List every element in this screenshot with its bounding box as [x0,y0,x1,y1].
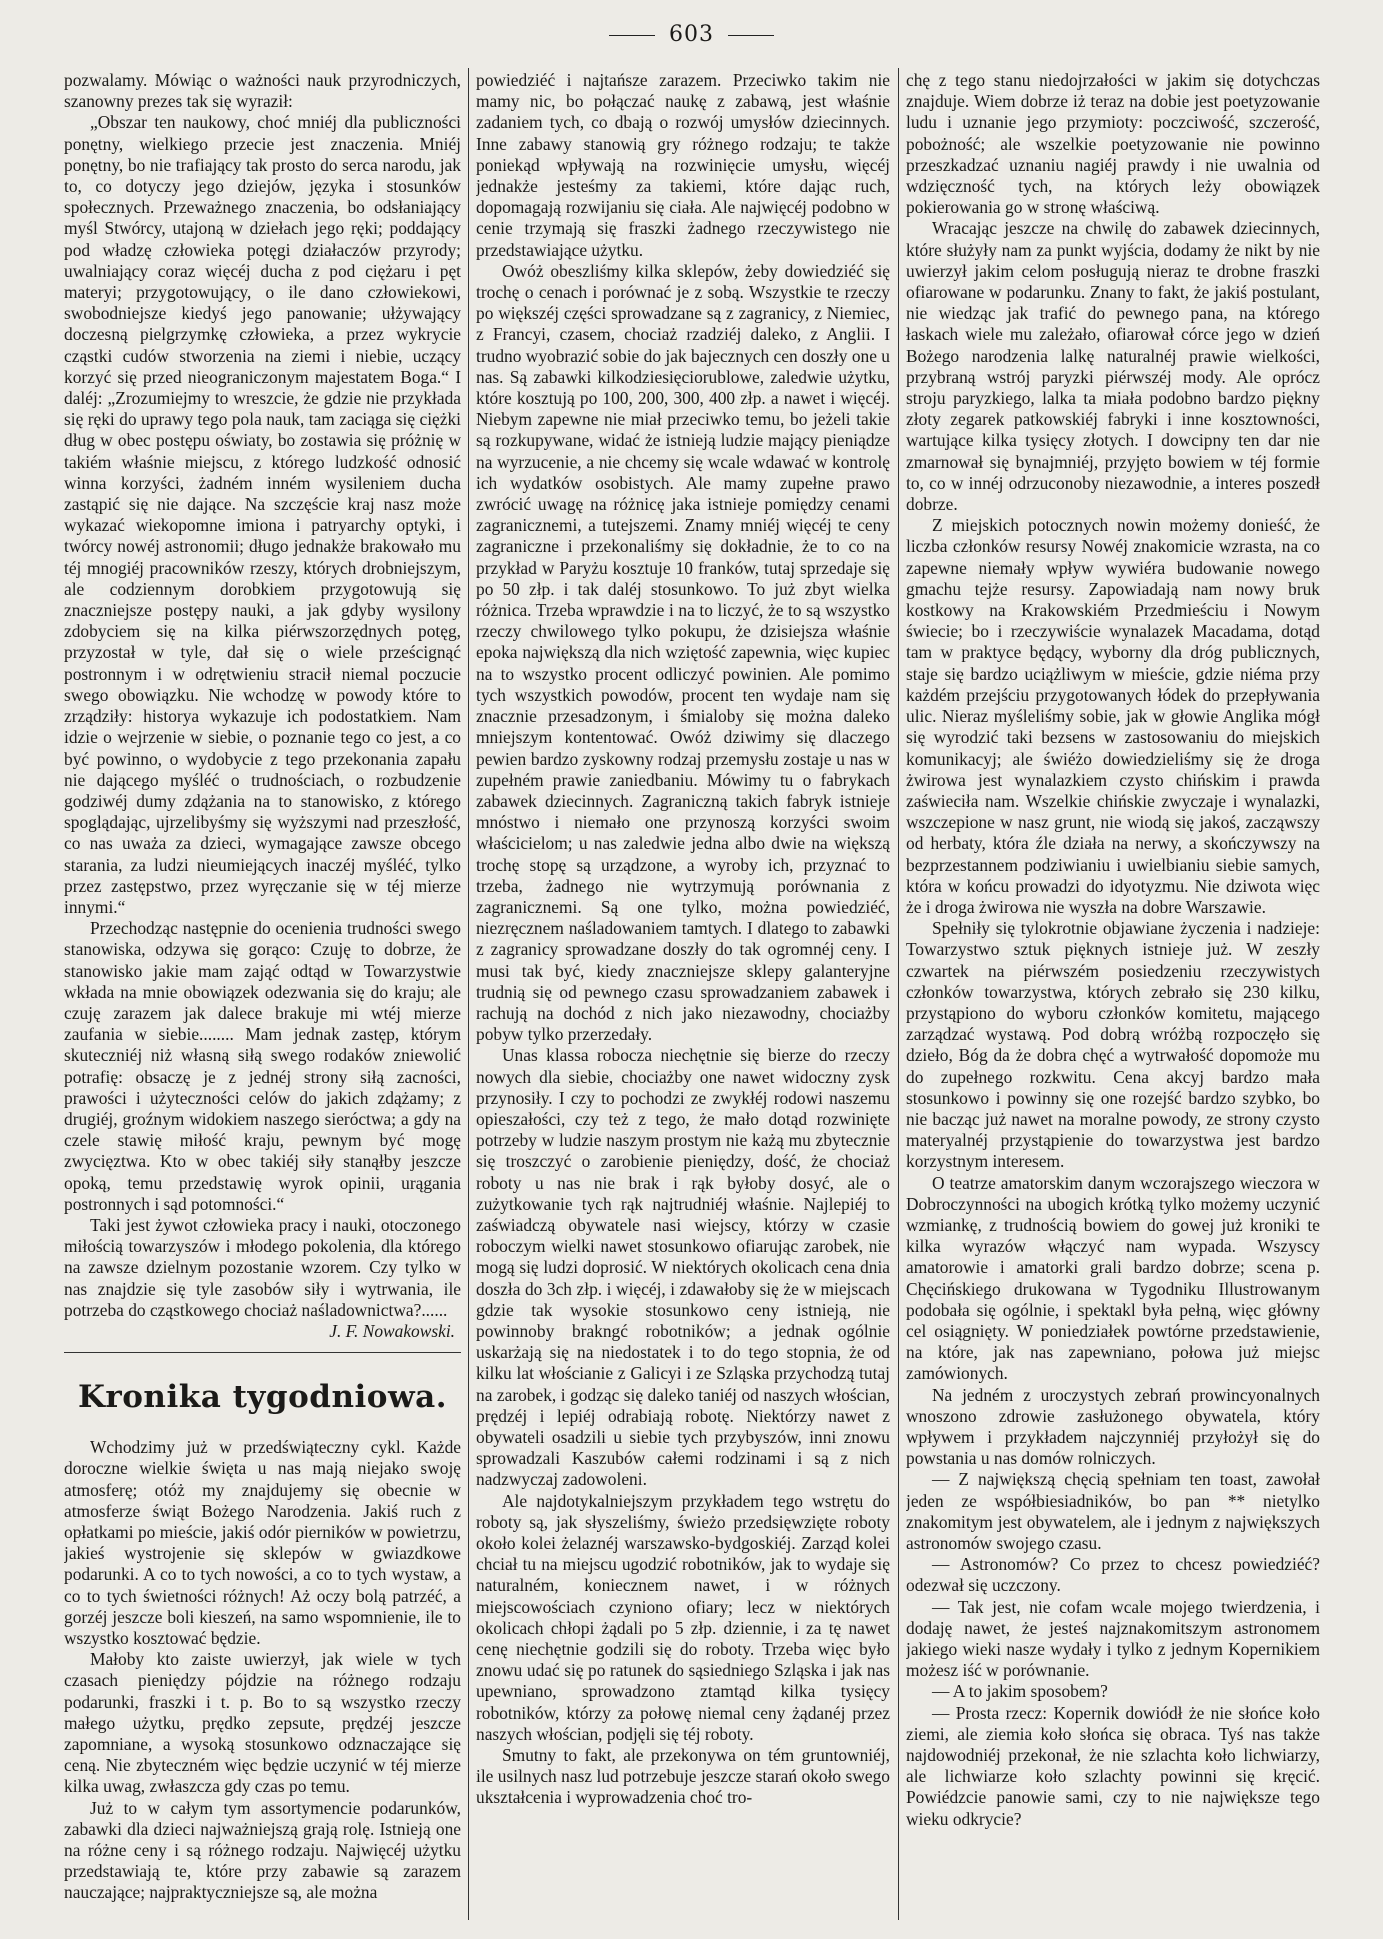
paragraph: Na jedném z uroczystych zebrań prowincyonalnych wnoszono zdrowie zasłużonego obywatela, który wpływem i przykładem najczynniéj przyłożył się do powstania u nas domów rolniczych. [906,1384,1320,1469]
section-heading: Kronika tygodniowa. [77,1379,448,1416]
paragraph: — Prosta rzecz: Kopernik dowiódł że nie słońce koło ziemi, ale ziemia koło słońca się obraca. Tyś nas także najdowodniéj przekonał, że nie szlachta koło lichwiarzy, ale lichwiarze koło szlachty powinni się kręcić. Powiédzcie panowie sami, czy to nie największe tego wieku odkrycie? [906,1702,1320,1829]
page-number [0,22,1383,47]
section-divider [64,1352,461,1353]
paragraph: Małoby kto zaiste uwierzył, jak wiele w tych czasach pieniędzy pójdzie na różnego rodzaju podarunki, fraszki i t. p. Bo to są wszystko rzeczy małego użytku, prędko zepsute, prędzéj jeszcze zapomniane, a wysoką stosunkowo odznaczające się ceną. Nie zbyteczném więc będzie uczynić w téj mierze kilka uwag, zwłaszcza gdy czas po temu. [64,1649,461,1797]
column-rule-right [898,68,899,1920]
paragraph: Smutny to fakt, ale przekonywa on tém gruntowniéj, ile usilnych nasz lud potrzebuje jeszcze starań około swego ukształcenia i wyprowadzenia choć tro- [476,1745,890,1808]
paragraph: — Tak jest, nie cofam wcale mojego twierdzenia, i dodaję nawet, że jesteś najznakomitszym astronomem jakiego wieki nasze wydały i tylko z jednym Kopernikiem możesz iść w porównanie. [906,1596,1320,1681]
paragraph: Taki jest żywot człowieka pracy i nauki, otoczonego miłością towarzyszów i młodego pokolenia, dla którego na zawsze dzielnym pozostanie wzorem. Czy tylko w nas znajdzie się tyle zasobów siły i wytrwania, ile potrzeba do cząstkowego chociaż naśladownictwa?...... [64,1214,461,1320]
paragraph: pozwalamy. Mówiąc o ważności nauk przyrodniczych, szanowny prezes tak się wyraził: [64,70,461,112]
column-middle [476,70,890,1918]
column-rule-left [468,68,469,1920]
paragraph: Przechodząc następnie do ocenienia trudności swego stanowiska, odzywa się gorąco: Czuję to dobrze, że stanowisko jakie mam zająć odtąd w Towarzystwie wkłada na mnie obowiązek odezwania się do kraju; ale czuję zarazem jak dalece brakuje mi wtéj mierze zaufania w siebie........ Mam jednak zastęp, którym skuteczniéj niż własną siłą swego rodaków zniewolić potrafię: obsaczę je z jednéj strony siłą zacności, prawości i użyteczności celów do jakich zdążamy; z drugiéj, groźnym widokiem naszego sieróctwa; a gdy na czele stawię miłość kraju, pewnym być mogę zwycięztwa. Kto w obec takiéj siły stanąłby jeszcze opoką, temu przedstawię wyrok opinii, urągania postronnych i sąd potomności.“ [64,918,461,1214]
paragraph: — A to jakim sposobem? [932,1681,1108,1702]
paragraph: O teatrze amatorskim danym wczorajszego wieczora w Dobroczynności na ubogich krótką tylko możemy uczynić wzmiankę, z trudnością bowiem do gowej już kroniki te kilka wyrazów włączyć nam wypada. Wszyscy amatorowie i amatorki grali bardzo dobrze; scena p. Chęcińskiego drukowana w Tygodniku Illustrowanym podobała się ogólnie, i spektakl była pełną, więc główny cel osiągnięty. W poniedziałek powtórne przedstawienie, na które, jak nas zapewniano, połowa już miejsc zamówionych. [906,1172,1320,1384]
paragraph: „Obszar ten naukowy, choć mniéj dla publiczności ponętny, wielkiego przecie jest znaczenia. Mniéj ponętny, bo nie trafiający tak prosto do serca narodu, jak to, co dotyczy jego dziejów, języka i stosunków społecznych. Przeważnego znaczenia, bo odsłaniający myśl Stwórcy, utajoną w dziełach jego ręki; poddający pod władzę człowieka potęgi działaczów przyrody; uwalniający coraz więcéj ducha z pod ciężaru i pęt materyi; przygotowujący, o ile dano człowiekowi, swobodniejsze kiedyś jego panowanie; ułżywający doczesną pielgrzymkę człowieka, a przez wykrycie cząstki cudów stworzenia na ziemi i niebie, uczący korzyć się przed nieograniczonym majestatem Boga.“ I daléj: „Zrozumiejmy to wreszcie, że gdzie nie przykłada się ręki do uprawy tego pola nauk, tam zaciąga się ciężki dług w obec postępu oświaty, bo zostawia się próżnię w takiém właśnie miejscu, z którego ludzkość odnosić winna korzyści, żadném inném wysileniem ducha zastąpić się nie dające. Na szczęście kraj nasz może wykazać wiekopomne imiona i patryarchy optyki, i twórcy nowéj astronomii; długo jednakże brakowało mu téj mnogiéj pracowników rzeszy, których drobniejszym, ale codziennym dorobkiem przygotowują się znaczniejsze postępy nauki, a jak gdyby wysilony zdobyciem się na kilka piérwszorzędnych potęg, przyzostał w tyle, dał się o wiele prześcignąć postronnym i w odrętwieniu stracił niemal poczucie swego obowiązku. Nie wchodzę w powody które to zrządziły: historya wykazuje ich podostatkiem. Nam idzie o wejrzenie w siebie, o poznanie tego co jest, a co być powinno, o wydobycie z tego przekonania zapału nie dającego myśléć o trudnościach, o rozbudzenie godziwéj dumy zdążania na to stanowisko, z którego spoglądając, ujrzelibyśmy się wyższymi nad przeszłość, co nas uważa za dzieci, wymagające zawsze obcego starania, za ludzi nieumiejących inaczéj myśléć, tylko przez zastępstwo, przez wyręczanie się w téj mierze innymi.“ [64,112,461,917]
paragraph: Owóż obeszliśmy kilka sklepów, żeby dowiedziéć się trochę o cenach i porównać je z sobą. Wszystkie te rzeczy po większéj części sprowadzane są z zagranicy, z Niemiec, z Francyi, czasem, chociaż rzadziéj daleko, z Anglii. I trudno wyobrazić sobie do jak bajecznych cen doszły one u nas. Są zabawki kilkodziesięciorublowe, zaledwie użytku, które kosztują po 100, 200, 300, 400 złp. a nawet i więcéj. Niebym zapewne nie miał przeciwko temu, bo jeżeli takie są rozkupywane, widać że istnieją ludzie mający pieniądze na wyrzucenie, a nie chcemy się wcale wdawać w kontrolę ich wydatków osobistych. Ale mamy zupełne prawo zwrócić uwagę na różnicę jaka istnieje pomiędzy cenami zagranicznemi, a tutejszemi. Znamy mniéj więcéj te ceny zagraniczne i przekonaliśmy się dokładnie, że to co na przykład w Paryżu kosztuje 10 franków, tutaj sprzedaje się po 50 złp. i tak daléj stosunkowo. To już zbyt wielka różnica. Trzeba wprawdzie i na to liczyć, że to są wszystko rzeczy chwilowego tylko pokupu, że dzisiejsza właśnie epoka największą dla nich wziętość zapewnia, więc kupiec na to wszystko procent odliczyć powinien. Ale pomimo tych wszystkich powodów, procent ten wydaje nam się znacznie przesadzonym, i śmialoby się można daleko mniejszym kontentować. Owóż dziwimy się dlaczego pewien bardzo zyskowny rodzaj przemysłu zostaje u nas w zupełném prawie zaniedbaniu. Mówimy tu o fabrykach zabawek dziecinnych. Zagraniczną takich fabryk istnieje mnóstwo i niemało one przynoszą korzyści swoim właścicielom; u nas zaledwie jedna albo dwie na większą trochę stopę są urządzone, a wyroby ich, przyznać to trzeba, żadnego nie wytrzymują porównania z zagranicznemi. Są one tylko, można powiedziéć, niezręcznem naśladowaniem tamtych. I dlatego to zabawki z zagranicy sprowadzane doszły do tak ogromnéj ceny. I musi tak być, kiedy znaczniejsze sklepy galanteryjne trudnią się od pewnego czasu sprowadzaniem zabawek i rachują na dochód z nich jako niezawodny, chociażby pobyw tylko przerzedały. [476,260,890,1045]
column-left [64,70,461,1918]
paragraph: Unas klassa robocza niechętnie się bierze do rzeczy nowych dla siebie, chociażby one nawet widoczny zysk przynosiły. I czy to pochodzi ze zwykłéj rodowi naszemu opieszałości, czy też z tego, że mało dotąd rozwinięte potrzeby w ludzie naszym prostym nie każą mu zbytecznie się troszczyć o zarobienie pieniędzy, dość, że chociaż roboty u nas nie brak i rąk byłoby dosyć, ale o zużytkowanie tych rąk najtrudniéj właśnie. Najlepiéj to zaświadczą obywatele nasi wiejscy, którzy w czasie roboczym wielki nawet stosunkowo ofiarując zarobek, nie mogą się ludzi doprosić. W niektórych okolicach cena dnia doszła do 3ch złp. i więcéj, i zdawałoby się że w miejscach gdzie tak wysokie stosunkowo ceny istnieją, nie powinnoby brakngć robotników; a jednak ogólnie uskarżają się na niedostatek i to do tego stopnia, że od kilku lat włościanie z Galicyi i ze Szląska przychodzą tutaj na zarobek, i godząc się daleko taniéj od naszych włościan, prędzéj i lepiéj odrabiają robotę. Niektórzy nawet z obywateli osadzili u siebie tych przybyszów, inni znowu sprowadzali Kaszubów całemi rodzinami i są z nich nadzwyczaj zadowoleni. [476,1045,890,1490]
paragraph: chę z tego stanu niedojrzałości w jakim się dotychczas znajduje. Wiem dobrze iż teraz na dobie jest poetyzowanie ludu i uznanie jego przymioty: poczciwość, szczerość, pobożność; ale wszelkie poetyzowanie nie powinno przeszkadzać uznaniu nagiéj prawdy i nie uwalnia od wdzięczność tych, na których leży obowiązek pokierowania go w stronę właściwą. [906,70,1320,218]
paragraph: — Astronomów? Co przez to chcesz powiedziéć? odezwał się uczczony. [906,1554,1320,1596]
page-number-dash-left [609,35,655,36]
column-right [906,70,1320,1918]
paragraph: Wchodzimy już w przedświąteczny cykl. Każde doroczne wielkie święta u nas mają niejako swoję atmosferę; otóż my znajdujemy się obecnie w atmosferze świąt Bożego Narodzenia. Jakiś ruch z opłatkami po mieście, jakiś odór pierników w powietrzu, jakieś wystrojenie się sklepów w gwiazdkowe podarunki. A co to tych nowości, a co to tych wystaw, a co to tych świetności różnych! Aż oczy bolą patrzéć, a gorzéj jeszcze boli kieszeń, na samo wspomnienie, ile to wszystko kosztować będzie. [64,1437,461,1649]
page-number-dash-right [728,35,774,36]
article-signature: J. F. Nowakowski. [329,1320,455,1341]
paragraph: Spełniły się tylokrotnie objawiane życzenia i nadzieje: Towarzystwo sztuk pięknych istnieje już. W zeszły czwartek na piérwszém posiedzeniu rzeczywistych członków towarzystwa, których zebrało się 230 kilku, przystąpiono do wyboru członków komitetu, mającego zarządzać wystawą. Pod dobrą wróżbą rozpoczęło się dzieło, Bóg da że dobra chęć a wytrwałość dopomoże mu do zupełnego rozkwitu. Cena akcyj bardzo mała stosunkowo i powinny się one rozejść bardzo szybko, bo nie bacząc już nawet na moralne powody, ze strony czysto materyalnéj przystąpienie do towarzystwa jest bardzo korzystnym interesem. [906,918,1320,1172]
paragraph: Ale najdotykalniejszym przykładem tego wstrętu do roboty są, jak słyszeliśmy, świeżo przedsięwzięte roboty około kolei żelaznéj warszawsko-bydgoskiéj. Zarząd kolei chciał tu na miejscu ugodzić robotników, jak to wydaje się naturalném, koniecznem nawet, i w różnych miejscowościach czyniono ofiary; lecz w niektórych okolicach chłopi żądali po 5 złp. dziennie, i za tę nawet cenę niechętnie godzili się do roboty. Trzeba więc było znowu udać się po ratunek do sąsiedniego Szląska i jak nas upewniano, sprowadzono ztamtąd kilka tysięcy robotników, którzy za połowę niemal ceny żądanéj przez naszych włościan, podjęli się téj roboty. [476,1490,890,1744]
paragraph: Z miejskich potocznych nowin możemy donieść, że liczba członków resursy Nowéj znakomicie wzrasta, na co zapewne niemały wpływ wywiéra budowanie nowego gmachu tejże resursy. Zapowiadają nam nowy bruk kostkowy na Krakowskiém Przedmieściu i Nowym świecie; bo i rzeczywiście wynalazek Macadama, dotąd tam w praktyce będący, wyborny dla dróg publicznych, staje się bardzo uciążliwym w mieście, gdzie niéma przy każdém przejściu przygotowanych łódek do przepływania ulic. Nieraz myśleliśmy sobie, jak w głowie Anglika mógł się wyrodzić taki bezsens w zastosowaniu do miejskich komunikacyj; ale świéżo dowiedzieliśmy się że droga żwirowa jest wynalazkiem czysto chińskim i prawda zaświeciła nam. Wszelkie chińskie zwyczaje i wynalazki, wszczepione w nasz grunt, nie wiodą się jakoś, zacząwszy od herbaty, która źle działa na nerwy, a skończywszy na bezprzestannem podziwianiu i uwielbianiu siebie samych, która w końcu prowadzi do idyotyzmu. Nie dziwota więc że i droga żwirowa nie wyszła na dobre Warszawie. [906,515,1320,917]
page-number-text: 603 [669,22,714,47]
paragraph: Już to w całym tym assortymencie podarunków, zabawki dla dzieci najważniejszą grają rolę. Istnieją one na różne ceny i są różnego rodzaju. Najwięcéj użytku przedstawiają te, które przy zabawie są zarazem nauczające; najpraktyczniejsze są, ale można [64,1797,461,1903]
paragraph: powiedziéć i najtańsze zarazem. Przeciwko takim nie mamy nic, bo połączać naukę z zabawą, jest właśnie zadaniem tych, co dbają o rozwój umysłów dziecinnych. Inne zabawy stanowią gry różnego rodzaju; te także poniekąd wpływają na rozwinięcie umysłu, więcéj jednakże jesteśmy za takiemi, które dając ruch, dopomagają rozwijaniu się ciała. Ale najwięcéj podobno w cenie trzymają się fraszki żadnego rzeczywistego nie przedstawiające użytku. [476,70,890,260]
paragraph: Wracając jeszcze na chwilę do zabawek dziecinnych, które służyły nam za punkt wyjścia, dodamy że nikt by nie uwierzył jakim celom posługują nieraz te drobne fraszki ofiarowane w podarunku. Znany to fakt, że jakiś postulant, nie wiedząc jak trafić do pewnego pana, na którego łaskach wiele mu zależało, ofiarował córce jego w dzień Bożego narodzenia lalkę naturalnéj prawie wielkości, przybraną wstrój paryzki piérwszéj mody. Ale oprócz stroju paryzkiego, lalka ta miała podobno bardzo piękny złoty zegarek patkowskiéj fabryki i inne kosztowności, wartujące kilka tysięcy złotych. I dowcipny ten dar nie zmarnował się bynajmniéj, przyjęto bowiem w téj formie to, co w innéj odrzuconoby niezawodnie, a interes poszedł dobrze. [906,218,1320,515]
paragraph: — Z największą chęcią spełniam ten toast, zawołał jeden ze współbiesiadników, bo pan ** nietylko znakomitym jest obywatelem, ale i jednym z największych astronomów swojego czasu. [906,1469,1320,1554]
